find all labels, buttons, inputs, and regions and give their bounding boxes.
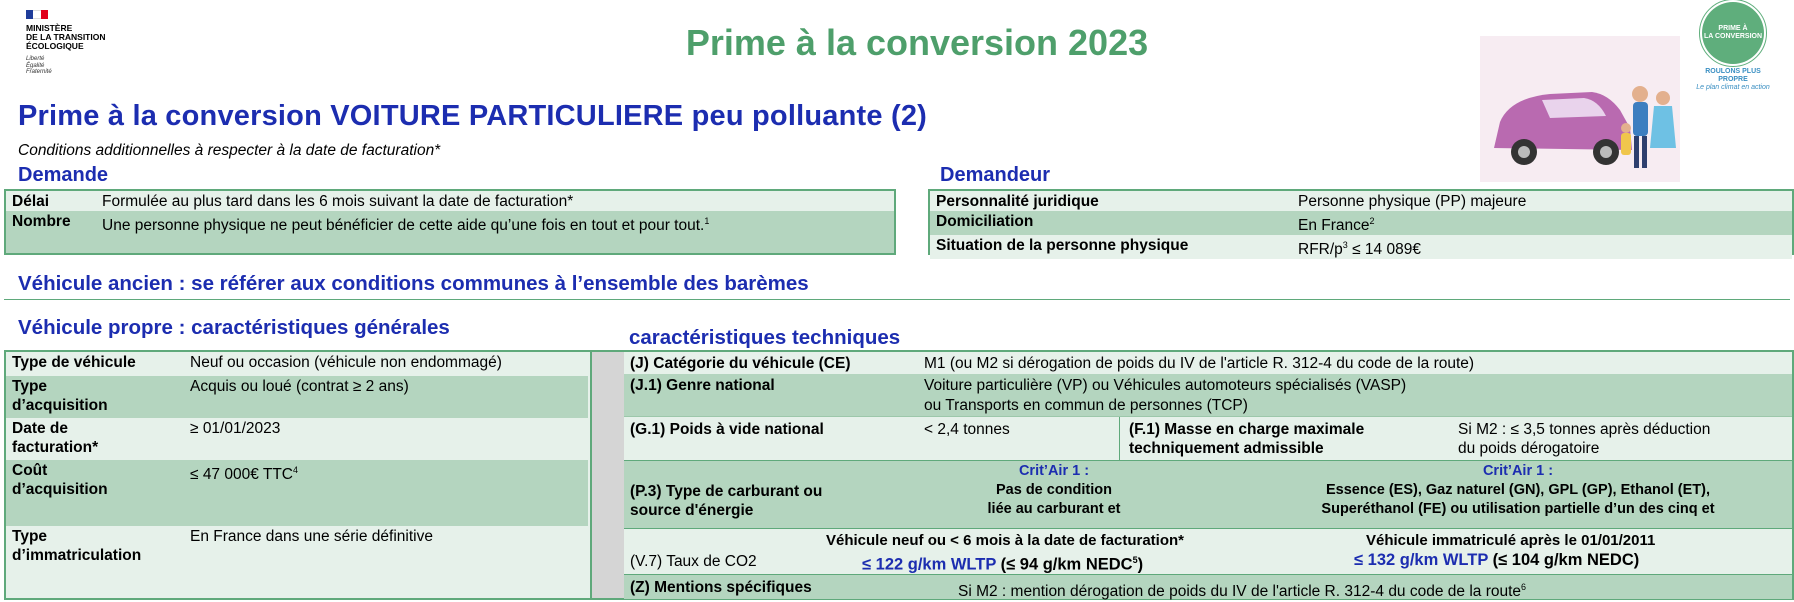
- table-row: [624, 460, 1792, 529]
- co2-right-value: ≤ 132 g/km WLTP (≤ 104 g/km NEDC): [1354, 551, 1640, 569]
- column-separator: [590, 352, 626, 598]
- republic-motto: Liberté Égalité Fraternité: [26, 56, 52, 75]
- row-value: Neuf ou occasion (véhicule non endommagé): [190, 354, 502, 371]
- critair-right: Crit’Air 1 : Essence (ES), Gaz naturel (GN), GPL (GP), Ethanol (ET), Superéthanol (FE) ou utilisation partielle d’un des cinq et: [1321, 463, 1715, 517]
- row-value: ≤ 47 000€ TTC$^4$: [190, 465, 299, 484]
- table-row: [624, 352, 1792, 375]
- table-row: [6, 460, 588, 526]
- row-value: Voiture particulière (VP) ou Véhicules automoteurs spécialisés (VASP): [924, 377, 1407, 394]
- table-row: [6, 352, 588, 376]
- row-label: (F.1) Masse en charge maximale techniquement admissible: [1129, 421, 1365, 457]
- row-label: (J.1) Genre national: [630, 377, 775, 394]
- row-label: Domiciliation: [936, 213, 1034, 230]
- row-label: (V.7) Taux de CO2: [630, 553, 757, 570]
- row-label: (P.3) Type de carburant ou source d'énergie: [630, 483, 823, 519]
- table-row: [930, 211, 1792, 235]
- subtitle: Conditions additionnelles à respecter à la date de facturation*: [18, 142, 441, 159]
- techniques-heading: caractéristiques techniques: [629, 326, 901, 349]
- co2-left-heading: Véhicule neuf ou < 6 mois à la date de facturation*: [826, 532, 1185, 549]
- french-flag-icon: [26, 10, 48, 19]
- vehicle-tables: [4, 350, 1794, 600]
- row-label: (G.1) Poids à vide national: [630, 421, 824, 438]
- row-label: Situation de la personne physique: [936, 237, 1189, 255]
- row-label: Type de véhicule: [12, 354, 136, 371]
- co2-left-value: ≤ 122 g/km WLTP (≤ 94 g/km NEDC$^5$): [862, 555, 1144, 574]
- co2-right-heading: Véhicule immatriculé après le 01/01/2011: [1366, 532, 1656, 549]
- row-label: Type d’immatriculation: [12, 528, 142, 564]
- row-label: (J) Catégorie du véhicule (CE): [630, 355, 851, 372]
- row-value: ou Transports en commun de personnes (TCP): [924, 397, 1248, 414]
- general-table: [6, 352, 588, 596]
- table-row: [624, 374, 1792, 416]
- table-row: [624, 528, 1792, 575]
- table-row: [6, 418, 588, 460]
- main-heading: Prime à la conversion VOITURE PARTICULIERE peu polluante (2): [18, 100, 928, 132]
- badge-circle: PRIME À LA CONVERSION: [1702, 2, 1764, 64]
- row-label: (Z) Mentions spécifiques: [630, 579, 812, 596]
- row-label: Date de facturation*: [12, 420, 99, 456]
- table-row: [930, 191, 1792, 211]
- ministry-name: MINISTÈRE DE LA TRANSITION ÉCOLOGIQUE: [26, 23, 106, 51]
- row-value: < 2,4 tonnes: [924, 421, 1010, 438]
- row-value: M1 (ou M2 si dérogation de poids du IV de l'article R. 312-4 du code de la route): [924, 355, 1475, 372]
- row-label: Personnalité juridique: [936, 193, 1099, 210]
- row-value: Acquis ou loué (contrat ≥ 2 ans): [190, 378, 409, 395]
- demande-table: [4, 189, 896, 255]
- row-value: En France$^2$: [1298, 216, 1375, 235]
- row-value: En France dans une série définitive: [190, 528, 433, 545]
- demande-title: Demande: [18, 164, 109, 186]
- table-row: [6, 526, 588, 596]
- table-row: [624, 416, 1792, 461]
- row-value: Si M2 : mention dérogation de poids du IV de l'article R. 312-4 du code de la route$^6$: [958, 582, 1527, 601]
- row-value: Formulée au plus tard dans les 6 mois suivant la date de facturation*: [102, 193, 574, 210]
- divider: [4, 299, 1790, 300]
- table-row: [6, 211, 894, 235]
- car-family-illustration: [1480, 36, 1680, 182]
- prime-conversion-badge: [1692, 2, 1770, 91]
- page-title: Prime à la conversion 2023: [685, 22, 1149, 63]
- row-value: Si M2 : ≤ 3,5 tonnes après déduction du poids dérogatoire: [1458, 421, 1711, 457]
- table-row: [624, 574, 1792, 599]
- table-row: [6, 191, 894, 211]
- badge-slogan: ROULONS PLUS PROPRE Le plan climat en action: [1696, 68, 1770, 91]
- row-label: Délai: [12, 193, 50, 210]
- technical-table: [624, 352, 1792, 601]
- row-value: Personne physique (PP) majeure: [1298, 193, 1527, 210]
- table-row: [930, 235, 1792, 259]
- table-row: [6, 376, 588, 418]
- row-label: Coût d’acquisition: [12, 462, 108, 498]
- row-label: Type d’acquisition: [12, 378, 108, 414]
- row-value: Une personne physique ne peut bénéficier de cette aide qu’une fois en tout et pour tout.$^1$: [102, 216, 710, 235]
- row-value: ≥ 01/01/2023: [190, 420, 281, 437]
- row-label: Nombre: [12, 213, 71, 230]
- row-value: RFR/$p^3 \le 14$ 089€: [1298, 240, 1421, 259]
- demandeur-table: [928, 189, 1794, 259]
- critair-left: Crit’Air 1 : Pas de condition liée au carburant et: [987, 463, 1121, 517]
- vehicule-ancien-heading: Véhicule ancien : se référer aux conditions communes à l’ensemble des barèmes: [18, 272, 809, 295]
- vehicule-propre-heading: Véhicule propre : caractéristiques générales: [18, 316, 450, 339]
- demandeur-title: Demandeur: [940, 164, 1051, 186]
